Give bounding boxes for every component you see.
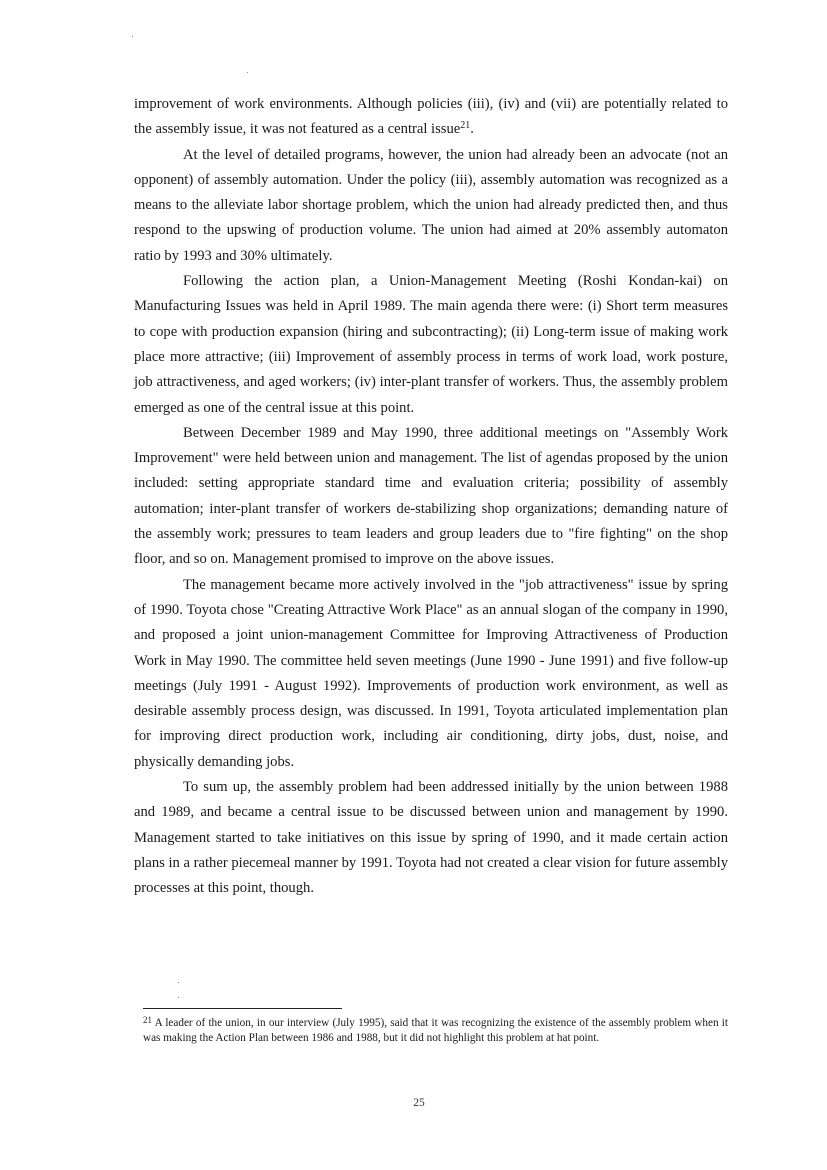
footnote-divider (143, 1008, 342, 1009)
paragraph-2: At the level of detailed programs, however, the union had already been an advocate (not an opponent) of assembly automation. Under the policy (iii), assembly automation was recognized as a means to the alleviate labor shortage problem, which the union had already predicted then, and thus respond to the upswing of production volume. The union had aimed at 20% assembly automaton ratio by 1993 and 30% ultimately. (134, 146, 728, 264)
scan-speck (178, 982, 179, 983)
paragraph-4: Between December 1989 and May 1990, three additional meetings on "Assembly Work Improvement" were held between union and management. The list of agendas proposed by the union included: setting appropriate standard time and evaluation criteria; possibility of assembly automation; inter-plant transfer of workers de-stabilizing shop organizations; demanding nature of the assembly work; pressures to team leaders and group leaders due to "fire fighting" on the shop floor, and so on. Management promised to improve on the above issues. (134, 424, 728, 568)
page-number: 25 (413, 1097, 425, 1109)
paragraph-1-end: . (470, 121, 474, 138)
footnote-reference[interactable]: 21 (460, 120, 471, 132)
scan-speck (132, 36, 133, 37)
paragraph-3: Following the action plan, a Union-Management Meeting (Roshi Kondan-kai) on Manufacturing Issues was held in April 1989. The main agenda there were: (i) Short term measures to cope with production expansion (hiring and subcontracting); (ii) Long-term issue of making work place more attractive; (iii) Improvement of assembly process in terms of work load, work posture, job attractiveness, and aged workers; (iv) inter-plant transfer of workers. Thus, the assembly problem emerged as one of the central issue at this point. (134, 273, 728, 416)
footnote-text: A leader of the union, in our interview (July 1995), said that it was recognizing the existence of the assembly problem when it was making the Action Plan between 1986 and 1988, but it did not highlight this problem at hat point. (143, 1017, 728, 1044)
scan-speck (247, 72, 248, 73)
paragraph-1 (134, 92, 728, 143)
scan-speck (178, 997, 179, 998)
paragraph-1-text: improvement of work environments. Although policies (iii), (iv) and (vii) are potentially related to the assembly issue, it was not featured as a central issue (134, 96, 728, 138)
body-text (134, 92, 728, 902)
paragraph-6: To sum up, the assembly problem had been addressed initially by the union between 1988 and 1989, and became a central issue to be discussed between union and management by 1990. Management started to take initiatives on this issue by spring of 1990, and it made certain action plans in a rather piecemeal manner by 1991. Toyota had not created a clear vision for future assembly processes at this point, though. (134, 779, 728, 897)
footnote-number: 21 (143, 1015, 152, 1025)
paragraph-5: The management became more actively involved in the "job attractiveness" issue by spring of 1990. Toyota chose "Creating Attractive Work Place" as an annual slogan of the company in 1990, and proposed a joint union-management Committee for Improving Attractiveness of Production Work in May 1990. The committee held seven meetings (June 1990 - June 1991) and five follow-up meetings (July 1991 - August 1992). Improvements of production work environment, as well as desirable assembly process design, was discussed. In 1991, Toyota articulated implementation plan for improving direct production work, including air conditioning, dirty jobs, dust, noise, and physically demanding jobs. (134, 576, 728, 770)
footnote (143, 1016, 728, 1046)
